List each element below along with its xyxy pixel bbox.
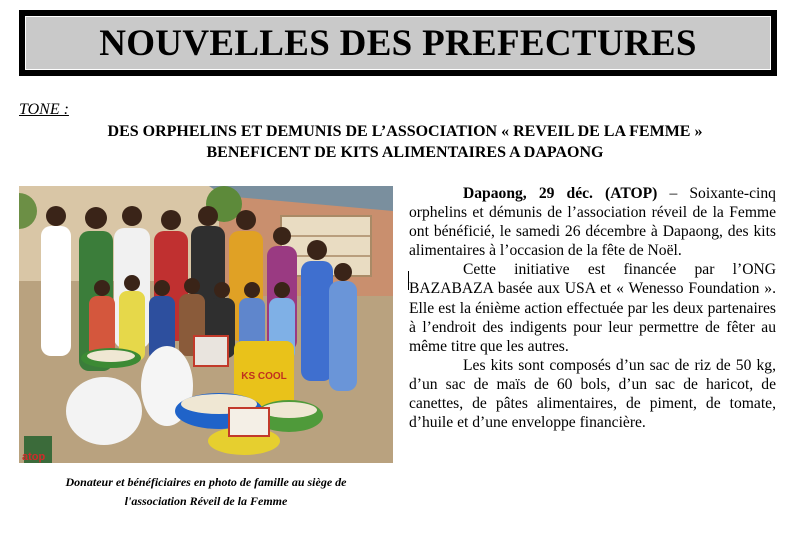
section-banner bbox=[19, 10, 777, 76]
article-paragraph-1 bbox=[409, 184, 776, 260]
article-paragraph-3: Les kits sont composés d’un sac de riz de 50 kg, d’un sac de maïs de 60 bols, d’un sac de haricot, de canettes, de pâtes alimentaires, de piment, de tomate, d’huile et d’une enveloppe financière. bbox=[409, 356, 776, 432]
group-photo-illustration bbox=[19, 186, 393, 463]
banner-title: NOUVELLES DES PREFECTURES bbox=[99, 22, 697, 64]
section-label: TONE : bbox=[19, 101, 69, 118]
headline-line-1: DES ORPHELINS ET DEMUNIS DE L’ASSOCIATION « REVEIL DE LA FEMME » bbox=[107, 123, 703, 140]
article-dateline: Dapaong, 29 déc. (ATOP) bbox=[463, 185, 658, 202]
bag-label: KS COOL bbox=[241, 371, 287, 382]
article-paragraph-2: Cette initiative est financée par l’ONG BAZABAZA basée aux USA et « Wenesso Foundation ». Elle est la énième action effectuée par les deux partenaires à l’endroit des indigents pour leur permettre de fêter au même titre que les autres. bbox=[409, 261, 776, 355]
photo-watermark: atop bbox=[22, 451, 46, 463]
article-body bbox=[409, 184, 776, 432]
caption-line-2: l'association Réveil de la Femme bbox=[124, 494, 288, 508]
article-paragraph-1-text: – Soixante-cinq orphelins et démunis de l’association réveil de la Femme ont bénéficié, le samedi 26 décembre à Dapaong, des kits alimentaires à l’occasion de la fête de Noël. bbox=[409, 185, 776, 260]
group-photo bbox=[19, 186, 393, 463]
caption-line-1: Donateur et bénéficiaires en photo de famille au siège de bbox=[65, 475, 347, 489]
photo-caption bbox=[19, 473, 393, 511]
article-headline bbox=[40, 121, 770, 163]
text-cursor bbox=[408, 271, 409, 290]
headline-line-2: BENEFICENT DE KITS ALIMENTAIRES A DAPAONG bbox=[206, 144, 604, 161]
section-banner-inner bbox=[25, 16, 771, 70]
